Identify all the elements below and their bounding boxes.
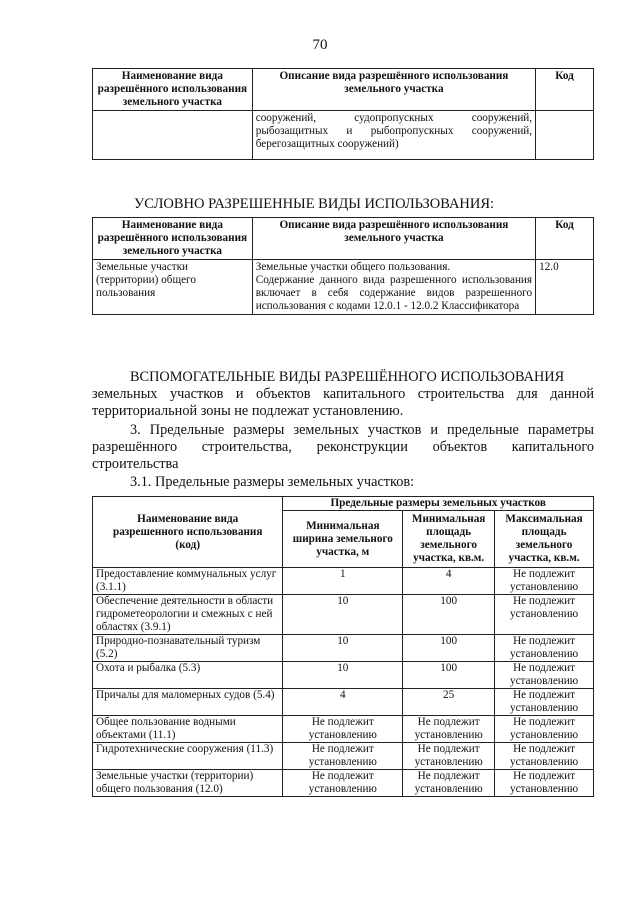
col-header-name: Наименование вида разрешенного использования (код) — [93, 497, 283, 568]
cell-name: Причалы для маломерных судов (5.4) — [93, 689, 283, 716]
col-header-name: Наименование вида разрешённого использования земельного участка — [93, 218, 253, 260]
cell-name: Общее пользование водными объектами (11.1) — [93, 716, 283, 743]
cell-code — [536, 111, 594, 160]
col-header-description: Описание вида разрешённого использования земельного участка — [252, 218, 535, 260]
col-header-min-width: Минимальная ширина земельного участка, м — [283, 511, 403, 568]
conditional-uses-table — [92, 217, 594, 315]
cell-name: Земельные участки (территории) общего пользования (12.0) — [93, 770, 283, 797]
cell-name — [93, 111, 253, 160]
table-row — [93, 260, 594, 315]
conditional-uses-heading: УСЛОВНО РАЗРЕШЕННЫЕ ВИДЫ ИСПОЛЬЗОВАНИЯ: — [134, 196, 495, 212]
cell-name: Предоставление коммунальных услуг (3.1.1) — [93, 568, 283, 595]
table-row — [93, 635, 594, 662]
land-plot-sizes-table — [92, 496, 594, 797]
description-line-1: Земельные участки общего пользования. — [255, 261, 451, 273]
table-row — [93, 111, 594, 160]
auxiliary-uses-text: земельных участков и объектов капитального строительства для данной территориальной зоны не подлежат установлению. — [92, 386, 594, 419]
table-row — [93, 662, 594, 689]
col-header-name: Наименование вида разрешённого использования земельного участка — [93, 69, 253, 111]
table-row — [93, 716, 594, 743]
table-header-row — [93, 218, 594, 260]
cell-min-area: 25 — [403, 689, 495, 716]
table-row — [93, 595, 594, 635]
table-header-row — [93, 69, 594, 111]
description-line-2: Содержание данного вида разрешенного использования включает в себя содержание видов разрешенного использования с кодами 12.0.1 - 12.0.2 Классификатора — [255, 274, 533, 312]
cell-min-width: 10 — [283, 662, 403, 689]
cell-max-area: Не подлежит установлению — [495, 716, 594, 743]
col-header-max-area: Максимальная площадь земельного участка, кв.м. — [495, 511, 594, 568]
table-row — [93, 770, 594, 797]
table-body — [93, 568, 594, 797]
cell-name: Обеспечение деятельности в области гидрометеорологии и смежных с ней областях (3.9.1) — [93, 595, 283, 635]
cell-min-area: Не подлежит установлению — [403, 770, 495, 797]
cell-max-area: Не подлежит установлению — [495, 770, 594, 797]
cell-min-area: Не подлежит установлению — [403, 743, 495, 770]
page-number: 70 — [312, 37, 328, 53]
paragraph-3-1: 3.1. Предельные размеры земельных участков: — [130, 474, 415, 490]
cell-description — [252, 260, 535, 315]
cell-max-area: Не подлежит установлению — [495, 662, 594, 689]
cell-max-area: Не подлежит установлению — [495, 568, 594, 595]
cell-min-width: 10 — [283, 595, 403, 635]
col-header-code: Код — [536, 69, 594, 111]
cell-min-area: 100 — [403, 662, 495, 689]
col-header-code: Код — [536, 218, 594, 260]
table-row — [93, 568, 594, 595]
cell-name: Гидротехнические сооружения (11.3) — [93, 743, 283, 770]
cell-max-area: Не подлежит установлению — [495, 689, 594, 716]
cell-description: сооружений, судопропускных сооружений, рыбозащитных и рыбопропускных сооружений, берегозащитных сооружений) — [252, 111, 535, 160]
col-header-min-area: Минимальная площадь земельного участка, кв.м. — [403, 511, 495, 568]
cell-min-width: 10 — [283, 635, 403, 662]
table-row — [93, 743, 594, 770]
cell-max-area: Не подлежит установлению — [495, 743, 594, 770]
auxiliary-uses-heading: ВСПОМОГАТЕЛЬНЫЕ ВИДЫ РАЗРЕШЁННОГО ИСПОЛЬЗОВАНИЯ — [130, 369, 565, 385]
cell-max-area: Не подлежит установлению — [495, 595, 594, 635]
cell-name: Природно-познавательный туризм (5.2) — [93, 635, 283, 662]
paragraph-3: 3. Предельные размеры земельных участков и предельные параметры разрешённого строительства, реконструкции объектов капитального строительства — [92, 422, 594, 472]
table-header-row — [93, 497, 594, 511]
cell-max-area: Не подлежит установлению — [495, 635, 594, 662]
cell-min-width: 1 — [283, 568, 403, 595]
permitted-uses-table-continued — [92, 68, 594, 160]
cell-code: 12.0 — [536, 260, 594, 315]
cell-min-width: 4 — [283, 689, 403, 716]
cell-min-width: Не подлежит установлению — [283, 743, 403, 770]
cell-name: Охота и рыбалка (5.3) — [93, 662, 283, 689]
table-row — [93, 689, 594, 716]
cell-min-area: 100 — [403, 635, 495, 662]
cell-min-area: 100 — [403, 595, 495, 635]
cell-min-area: 4 — [403, 568, 495, 595]
cell-min-width: Не подлежит установлению — [283, 716, 403, 743]
cell-name: Земельные участки (территории) общего пользования — [93, 260, 253, 315]
cell-min-width: Не подлежит установлению — [283, 770, 403, 797]
cell-min-area: Не подлежит установлению — [403, 716, 495, 743]
group-header: Предельные размеры земельных участков — [283, 497, 594, 511]
col-header-description: Описание вида разрешённого использования земельного участка — [252, 69, 535, 111]
